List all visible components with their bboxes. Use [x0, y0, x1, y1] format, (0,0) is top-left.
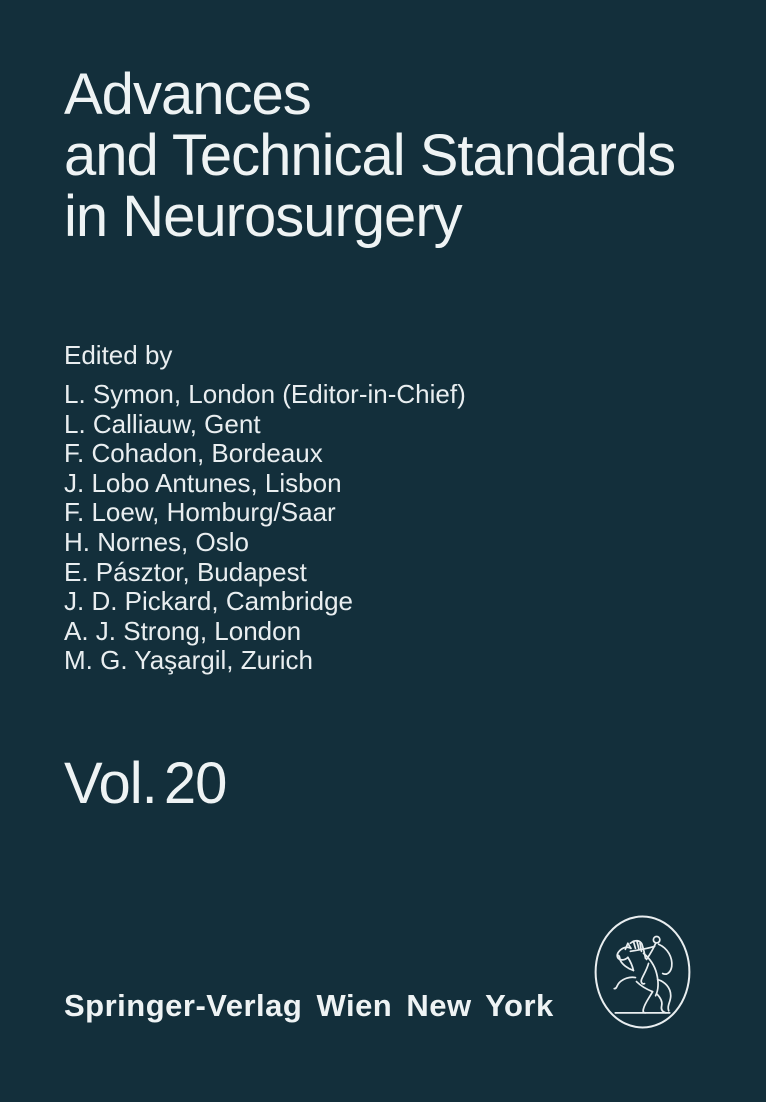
title-line-1: Advances: [64, 62, 311, 127]
book-title: [64, 64, 675, 247]
editor-entry: J. D. Pickard, Cambridge: [64, 586, 353, 617]
springer-horse-logo-icon: [592, 913, 693, 1031]
editor-entry: A. J. Strong, London: [64, 615, 302, 646]
editor-entry: L. Symon, London (Editor-in-Chief): [64, 379, 466, 409]
springer-horse-logo-svg: [592, 913, 693, 1031]
editor-entry: J. Lobo Antunes, Lisbon: [64, 467, 342, 498]
editor-entry: L. Calliauw, Gent: [64, 408, 261, 439]
title-line-3: in Neurosurgery: [64, 184, 462, 249]
editor-entry: F. Loew, Homburg/Saar: [64, 497, 336, 528]
volume-label: Vol. 20: [64, 751, 227, 816]
editor-list: [64, 380, 466, 676]
editor-entry: H. Nornes, Oslo: [64, 526, 249, 557]
editor-entry: E. Pásztor, Budapest: [64, 556, 307, 587]
editor-entry: M. G. Yaşargil, Zurich: [64, 645, 313, 676]
edited-by-label: Edited by: [64, 340, 173, 370]
editor-entry: F. Cohadon, Bordeaux: [64, 438, 323, 469]
title-line-2: and Technical Standards: [64, 123, 676, 188]
publisher-line: Springer-Verlag Wien New York: [64, 988, 554, 1023]
